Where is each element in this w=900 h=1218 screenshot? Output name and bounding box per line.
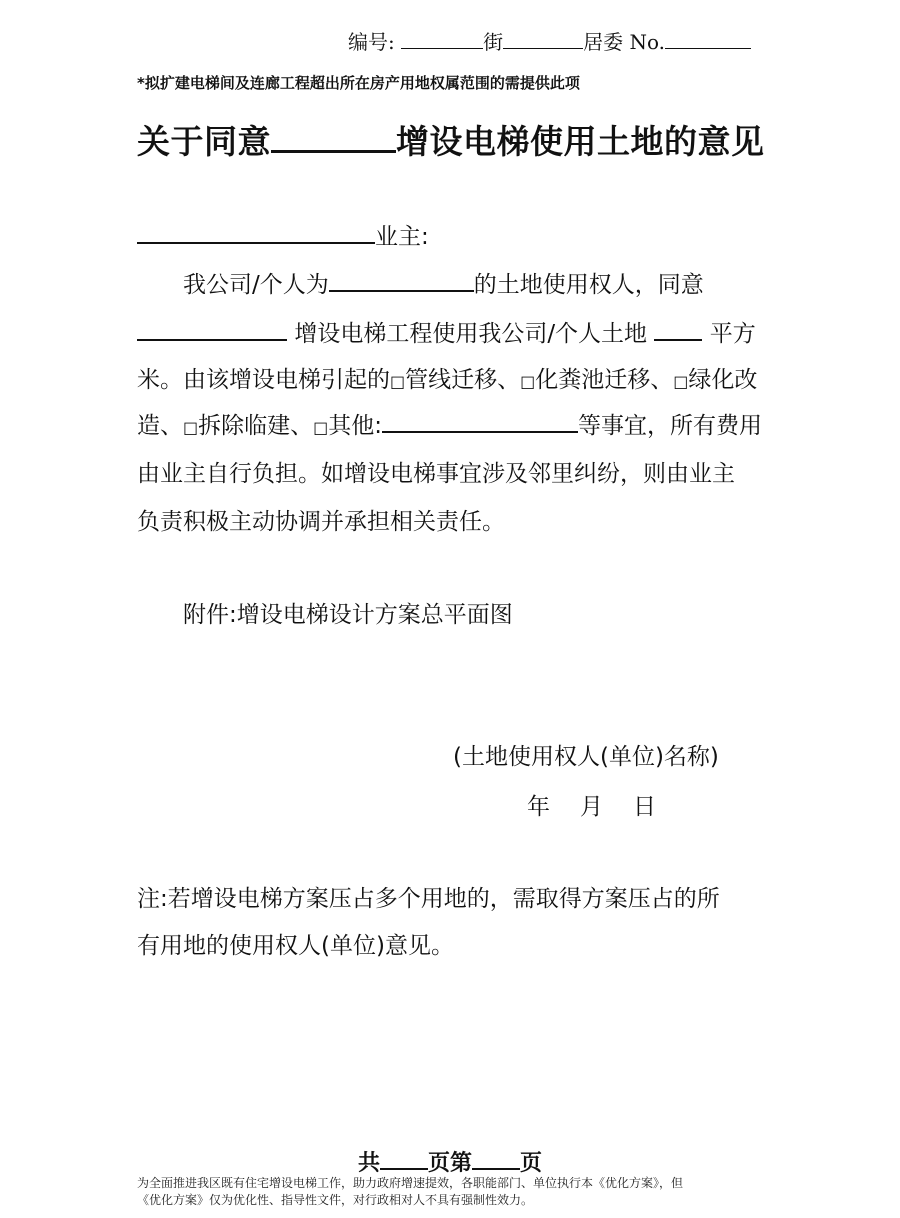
total-pages-blank[interactable] <box>380 1150 428 1170</box>
signer-name: (土地使用权人(单位)名称) <box>453 744 719 770</box>
page-label: 页第 <box>428 1151 473 1176</box>
footer-line-2: 《优化方案》仅为优化性、指导性文件，对行政相对人不具有强制性效力。 <box>137 1193 534 1207</box>
document-title <box>137 116 765 163</box>
land-owner-blank[interactable] <box>329 266 474 292</box>
serial-blank[interactable] <box>401 30 483 49</box>
page-count <box>358 1146 542 1177</box>
page-number-blank[interactable] <box>472 1150 520 1170</box>
body-line-4 <box>137 407 762 440</box>
building-blank[interactable] <box>137 315 287 341</box>
body-line-1 <box>183 266 704 299</box>
owner-line <box>137 218 429 251</box>
date-line <box>527 788 686 821</box>
checkbox-icon[interactable]: □ <box>520 372 536 391</box>
year-label: 年 <box>527 794 550 820</box>
street-blank[interactable] <box>503 30 583 49</box>
option-demolish-temporary: 拆除临建、 <box>198 413 314 440</box>
body-text: 的土地使用权人，同意 <box>473 272 704 299</box>
note-line-2: 有用地的使用权人(单位)意见。 <box>137 933 454 959</box>
day-label: 日 <box>633 794 656 820</box>
note-line-1: 注:若增设电梯方案压占多个用地的，需取得方案压占的所 <box>137 886 720 912</box>
checkbox-icon[interactable]: □ <box>673 372 689 391</box>
other-blank[interactable] <box>382 407 578 433</box>
option-other: 其他: <box>328 413 382 440</box>
title-suffix: 增设电梯使用土地的意见 <box>396 122 765 161</box>
owner-name-blank[interactable] <box>137 218 375 244</box>
title-prefix: 关于同意 <box>137 122 271 161</box>
body-text: 米。由该增设电梯引起的 <box>137 367 390 393</box>
checkbox-icon[interactable]: □ <box>313 418 329 438</box>
checkbox-icon[interactable]: □ <box>390 372 406 391</box>
body-text: 平方 <box>709 321 756 348</box>
document-number-line <box>348 26 751 55</box>
scope-note: *拟扩建电梯间及连廊工程超出所在房产用地权属范围的需提供此项 <box>137 74 580 92</box>
body-text: 等事宜，所有费用 <box>578 413 762 440</box>
owner-suffix: 业主: <box>375 224 429 251</box>
page-suffix: 页 <box>520 1151 543 1176</box>
committee-label: 居委 No. <box>583 30 666 54</box>
body-line-6: 负责积极主动协调并承担相关责任。 <box>137 509 505 535</box>
option-greening-renovation: 绿化改 <box>688 367 758 393</box>
total-label: 共 <box>358 1151 381 1176</box>
body-text: 我公司/个人为 <box>183 272 329 299</box>
checkbox-icon[interactable]: □ <box>183 418 199 438</box>
month-label: 月 <box>580 794 603 820</box>
body-text: 造、 <box>137 413 183 440</box>
attachment-line: 附件:增设电梯设计方案总平面图 <box>183 602 513 628</box>
title-blank[interactable] <box>271 120 396 153</box>
option-pipeline-relocation: 管线迁移、 <box>405 367 521 393</box>
body-line-2 <box>137 315 756 348</box>
area-blank[interactable] <box>654 315 702 341</box>
street-label: 街 <box>483 30 504 54</box>
footer-line-1: 为全面推进我区既有住宅增设电梯工作，助力政府增速提效，各职能部门、单位执行本《优化方案》，但 <box>137 1176 684 1190</box>
body-line-3 <box>137 361 757 394</box>
body-text: 增设电梯工程使用我公司/个人土地 <box>294 321 648 348</box>
serial-label: 编号: <box>348 30 395 54</box>
body-line-5: 由业主自行负担。如增设电梯事宜涉及邻里纠纷，则由业主 <box>137 461 735 487</box>
option-septic-tank-relocation: 化粪池迁移、 <box>535 367 674 393</box>
committee-number-blank[interactable] <box>665 30 751 49</box>
footer-disclaimer <box>137 1175 777 1209</box>
